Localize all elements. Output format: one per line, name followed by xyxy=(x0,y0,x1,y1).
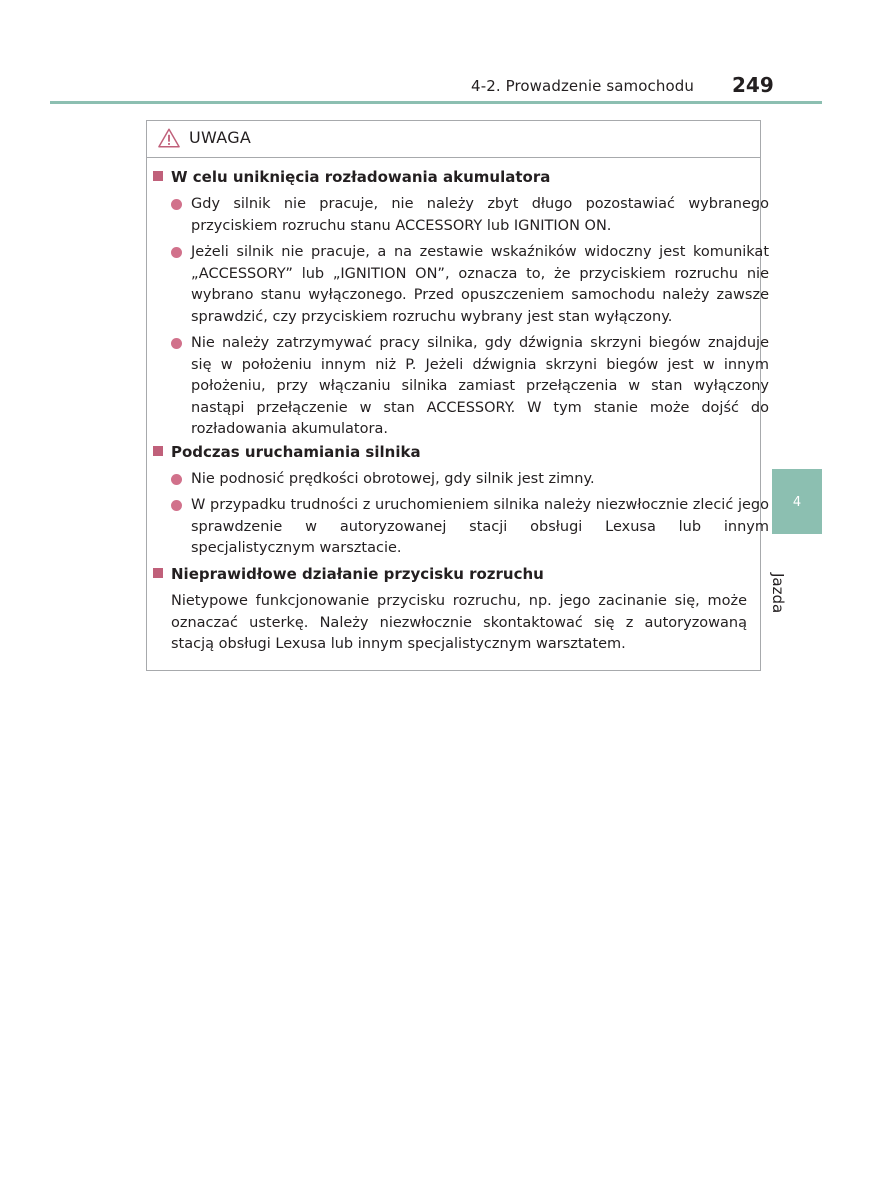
header-rule xyxy=(50,101,822,104)
sub-heading-text: W celu uniknięcia rozładowania akumulatora xyxy=(171,168,551,186)
square-marker-icon xyxy=(153,171,163,181)
square-marker-icon xyxy=(153,446,163,456)
square-marker-icon xyxy=(153,568,163,578)
sub-heading-battery xyxy=(153,168,550,186)
caution-title: UWAGA xyxy=(189,128,252,147)
warning-triangle-icon xyxy=(158,127,180,149)
bullet-dot-icon xyxy=(171,474,182,485)
paragraph: Nietypowe funkcjonowanie przycisku rozruchu, np. jego zacinanie się, może oznaczać usterkę. Należy niezwłocznie skontaktować się z autoryzowaną stacją obsługi Lexusa lub innym specjalistycznym warsztatem. xyxy=(171,593,747,652)
sub-heading-starting xyxy=(153,443,421,461)
chapter-tab-label: Jazda xyxy=(769,573,787,614)
bullet-dot-icon xyxy=(171,199,182,210)
caution-box xyxy=(146,120,769,671)
list-item-text: Nie należy zatrzymywać pracy silnika, gdy dźwignia skrzyni biegów znajduje się w położeniu innym niż P. Jeżeli dźwignia skrzyni biegów jest w innym położeniu, przy włączaniu silnika zamiast przełączenia w stan wyłączony nastąpi przełączenie w stan ACCESSORY. W tym stanie może dojść do rozładowania akumulatora. xyxy=(191,335,769,437)
bullet-dot-icon xyxy=(171,247,182,258)
sub-heading-text: Nieprawidłowe działanie przycisku rozruchu xyxy=(171,565,544,583)
chapter-tab xyxy=(772,469,822,534)
bullet-dot-icon xyxy=(171,500,182,511)
page-number: 249 xyxy=(732,73,774,97)
list-item-text: W przypadku trudności z uruchomieniem silnika należy niezwłocznie zlecić jego sprawdzenie w autoryzowanej stacji obsługi Lexusa lub innym specjalistycznym warsztacie. xyxy=(191,497,769,556)
bullet-dot-icon xyxy=(171,338,182,349)
sub-heading-button-malfunction xyxy=(153,565,544,583)
list-item-text: Gdy silnik nie pracuje, nie należy zbyt długo pozostawiać wybranego przyciskiem rozruchu stanu ACCESSORY lub IGNITION ON. xyxy=(191,196,769,234)
list-item-text: Jeżeli silnik nie pracuje, a na zestawie wskaźników widoczny jest komunikat „ACCESSORY” lub „IGNITION ON”, oznacza to, że przyciskiem rozruchu nie wybrano stanu wyłączonego. Przed opuszczeniem samochodu należy zawsze sprawdzić, czy przyciskiem rozruchu wybrany jest stan wyłączony. xyxy=(191,244,769,325)
running-header-section-title: 4-2. Prowadzenie samochodu xyxy=(471,77,694,95)
caution-header xyxy=(147,121,760,158)
list-item-text: Nie podnosić prędkości obrotowej, gdy silnik jest zimny. xyxy=(191,471,595,487)
sub-heading-text: Podczas uruchamiania silnika xyxy=(171,443,421,461)
chapter-tab-number: 4 xyxy=(792,495,802,510)
